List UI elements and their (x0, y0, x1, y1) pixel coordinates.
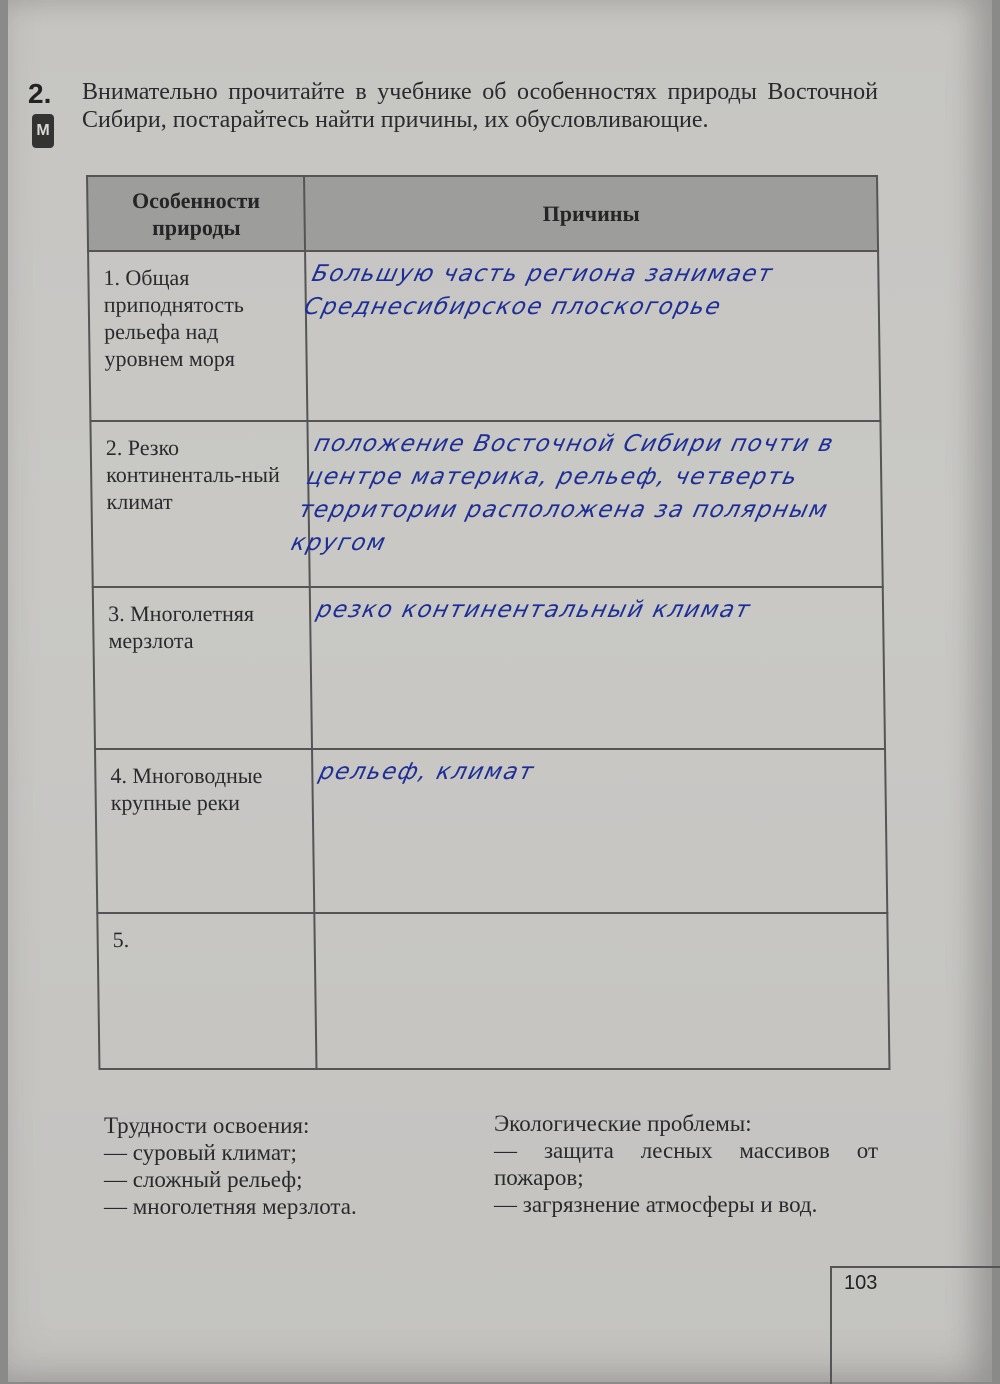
handwritten-answer: Большую часть региона занимает Среднесибирское плоскогорье (301, 261, 777, 320)
list-item: — многолетняя мерзлота. (104, 1194, 357, 1219)
reason-cell[interactable] (312, 749, 887, 913)
ecological-problems (494, 1110, 878, 1218)
list-item: — суровый климат; (104, 1140, 297, 1165)
table-row (88, 251, 880, 421)
list-item: — сложный рельеф; (104, 1167, 303, 1192)
feature-cell: 4. Многоводные крупные реки (95, 749, 315, 913)
reason-cell[interactable] (310, 587, 885, 749)
task-type-badge: М (32, 114, 54, 148)
ecology-title: Экологические проблемы: (494, 1111, 752, 1136)
difficulties-title: Трудности освоения: (104, 1113, 310, 1138)
list-item: — загрязнение атмосферы и вод. (494, 1192, 818, 1217)
feature-cell: 2. Резко континенталь-ный климат (90, 421, 310, 587)
header-feature: Особенности природы (87, 176, 305, 251)
task-number: 2. (28, 78, 52, 109)
table-row (93, 587, 885, 749)
table-row (95, 749, 887, 913)
feature-cell: 3. Многолетняя мерзлота (93, 587, 313, 749)
feature-cell: 5. (97, 913, 316, 1069)
table-row (90, 421, 882, 587)
development-difficulties (104, 1112, 464, 1220)
reason-cell[interactable] (288, 421, 883, 587)
nature-features-table (86, 175, 890, 1070)
page-number-box (830, 1266, 1000, 1384)
handwritten-answer: резко континентальный климат (314, 597, 754, 623)
task-instructions: Внимательно прочитайте в учебнике об особенностях природы Восточной Сибири, постарайтесь найти причины, их обусловливающие. (82, 79, 878, 133)
feature-cell: 1. Общая приподнятость рельефа над уровнем моря (88, 251, 308, 421)
reason-cell[interactable] (315, 913, 890, 1069)
page-number: 103 (844, 1272, 878, 1294)
list-item: — защита лесных массивов от пожаров; (494, 1138, 878, 1190)
workbook-page (8, 0, 992, 1382)
handwritten-answer: положение Восточной Сибири почти в центре материка, рельеф, четверть территории расположена за полярным кругом (288, 431, 838, 556)
handwritten-answer: рельеф, климат (316, 759, 538, 785)
reason-cell[interactable] (301, 251, 880, 421)
header-reason: Причины (304, 176, 878, 251)
table-row (97, 913, 889, 1069)
